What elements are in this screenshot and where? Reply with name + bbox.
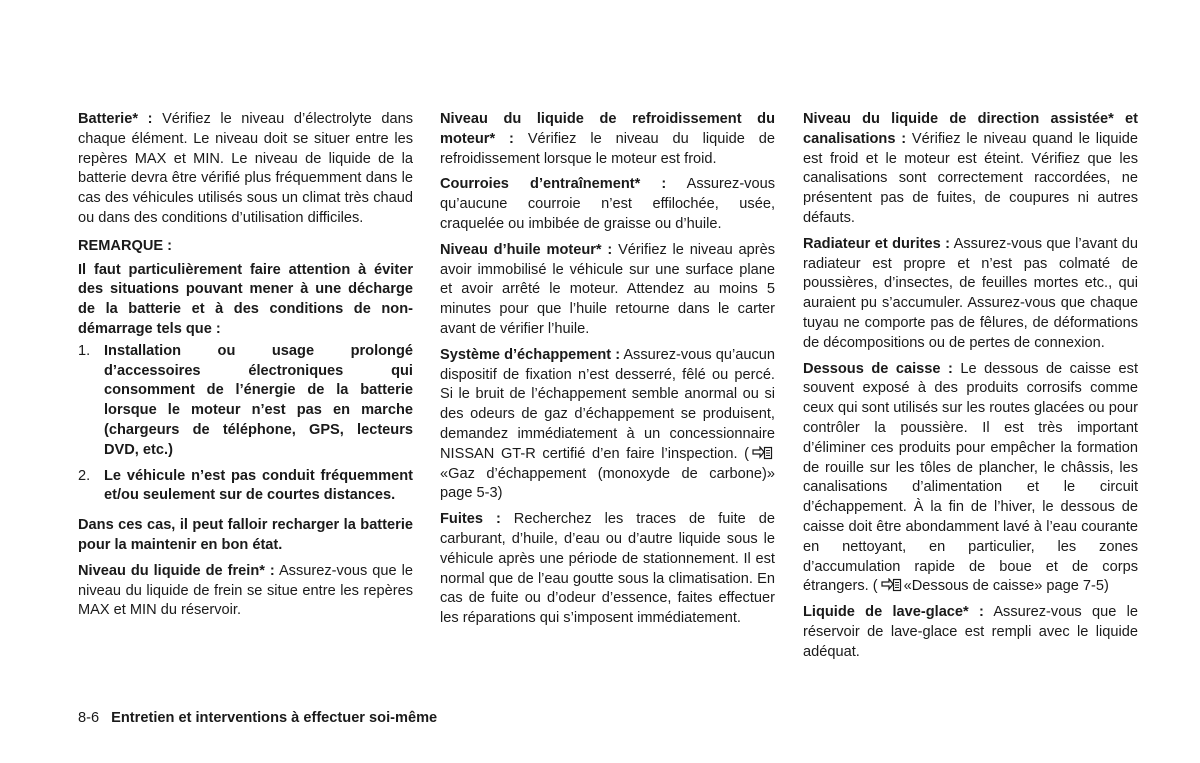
list-item-text: Le véhicule n’est pas conduit fréquemment et/ou seulement sur de courtes distances. [104,467,413,504]
courroies-label: Courroies d’entraînement* : [440,176,667,193]
remarque-title: REMARQUE : [78,237,173,254]
echappement-reference: «Gaz d’échappement (monoxyde de carbone)» page 5-3) [440,465,775,502]
huile-paragraph [440,241,775,340]
huile-label: Niveau d’huile moteur* : [440,241,613,258]
direction-paragraph [803,110,1138,229]
page-reference-icon [880,578,902,592]
fuites-text: Recherchez les traces de fuite de carburant, d’huile, d’eau ou d’autre liquide sous le véhicule après une période de stationnement. Il est normal que de l’eau goutte sous la climatisation. En cas de fuite ou d’odeur d’essence, faites effectuer les réparations qui s’imposent immédiatement. [440,511,775,627]
frein-text: Assurez-vous que le niveau du liquide de frein se situe entre les repères MAX et MIN du réservoir. [78,562,413,619]
radiateur-paragraph [803,235,1138,354]
laveglace-text: Assurez-vous que le réservoir de lave-glace est rempli avec le liquide adéquat. [803,604,1138,660]
column-3 [803,110,1138,669]
batterie-label: Batterie* : [78,111,153,127]
list-item [78,467,413,507]
dessous-text: Le dessous de caisse est souvent exposé à des produits corrosifs comme ceux qui sont utilisés sur les routes glacées ou pour contrôler la poussière. Il est très important d’éliminer ces produits pour empêcher la formation de rouille sur les tôles de plancher, le châssis, les canalisations d’alimentation et le circuit d’échappement. À la fin de l’hiver, le dessous de caisse doit être abondamment lavé à l’eau courante en nettoyant, en particulier, les zones d’accumulation rapide de boue et de corps étrangers. ( [803,360,1138,595]
column-1 [78,110,413,627]
list-item-number: 1. [78,342,91,359]
courroies-text: Assurez-vous qu’aucune courroie n’est effilochée, usée, craquelée ou imbibée de graisse ou d’huile. [440,176,776,232]
refroidissement-label: Niveau du liquide de refroidissement du moteur* : [440,111,775,147]
echappement-paragraph [440,346,775,504]
page-number: 8-6 [78,710,100,726]
frein-paragraph [78,562,413,621]
courroies-paragraph [440,175,775,234]
dessous-paragraph [803,360,1138,598]
batterie-text: Vérifiez le niveau d’électrolyte dans chaque élément. Le niveau doit se situer entre les repères MAX et MIN. Le niveau de liquide de la batterie devra être vérifié plus fréquemment dans le cas des véhicules utilisés sous un climat très chaud ou dans des conditions d’utilisation difficiles. [78,111,413,226]
list-item [78,342,413,461]
page-reference-icon [751,446,773,460]
echappement-text: Assurez-vous qu’aucun dispositif de fixation n’est desserré, fêlé ou percé. Si le bruit de l’échappement semble anormal ou si des odeurs de gaz d’échappement se produisent, demandez immédiatement à un concessionnaire NISSAN GT-R certifié d’en faire l’inspection. ( [440,346,776,462]
page-footer [78,710,437,726]
batterie-paragraph [78,110,413,229]
direction-text: Vérifiez le niveau quand le liquide est froid et le moteur est éteint. Vérifiez que les canalisations sont correctement raccordées, ne présentent pas de fuites, de coupures ni autres défauts. [803,130,1139,226]
dessous-label: Dessous de caisse : [803,360,953,377]
radiateur-label: Radiateur et durites : [803,235,951,252]
radiateur-text: Assurez-vous que l’avant du radiateur est propre et n’est pas colmaté de poussières, d’insectes, de feuilles mortes etc., qui auraient pu s’accumuler. Assurez-vous que chaque tuyau ne comporte pas de fêlures, de déformations de décompositions ou de pertes de connexion. [803,235,1139,351]
remarque-body: Il faut particulièrement faire attention à éviter des situations pouvant mener à une décharge de la batterie et à des conditions de non-démarrage tels que : [78,261,413,337]
chapter-title: Entretien et interventions à effectuer soi-même [111,710,438,726]
list-item-text: Installation ou usage prolongé d’accessoires électroniques qui consomment de l’énergie de la batterie lorsque le moteur n’est pas en marche (chargeurs de téléphone, GPS, lecteurs DVD, etc.) [104,342,413,458]
direction-label: Niveau du liquide de direction assistée* et canalisations : [803,111,1138,147]
frein-label: Niveau du liquide de frein* : [78,562,275,579]
laveglace-label: Liquide de lave-glace* : [803,604,984,621]
dessous-reference: «Dessous de caisse» page 7-5) [903,578,1109,595]
echappement-label: Système d’échappement : [440,346,621,363]
list-item-number: 2. [78,467,91,484]
huile-text: Vérifiez le niveau après avoir immobilisé le véhicule sur une surface plane et avoir arrêté le moteur. Attendez au moins 5 minutes pour que l’huile retourne dans le carter avant de vérifier l’huile. [440,241,775,337]
fuites-label: Fuites : [440,511,501,528]
laveglace-paragraph [803,603,1138,662]
column-2 [440,110,775,635]
refroidissement-paragraph [440,110,775,169]
recharge-paragraph: Dans ces cas, il peut falloir recharger la batterie pour la maintenir en bon état. [78,517,413,553]
refroidissement-text: Vérifiez le niveau du liquide de refroidissement lorsque le moteur est froid. [440,130,775,167]
remarque-list [78,342,413,506]
fuites-paragraph [440,510,775,629]
